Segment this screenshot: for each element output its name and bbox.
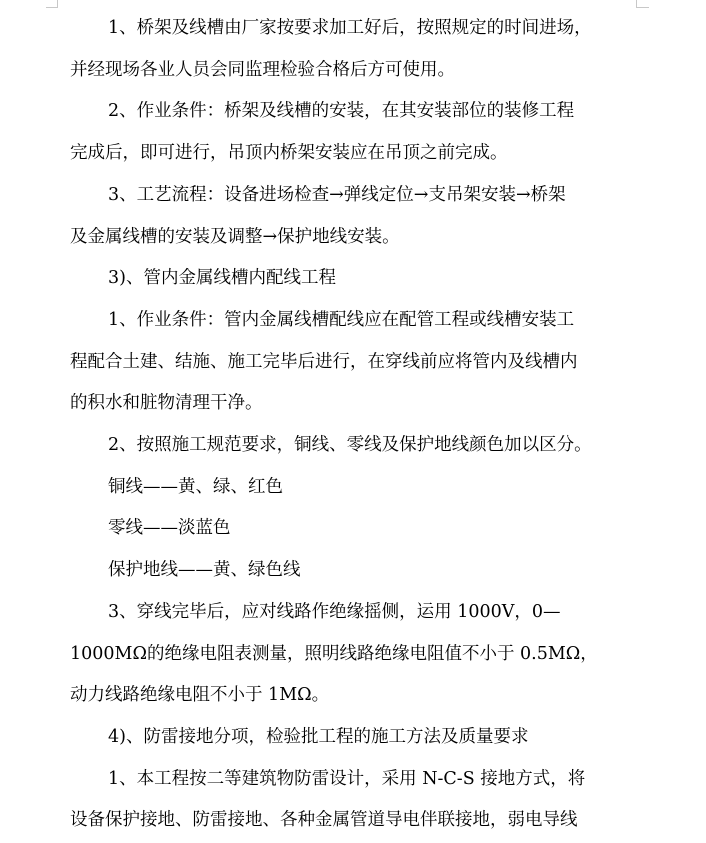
text-line: 4)、防雷接地分项，检验批工程的施工方法及质量要求 [108,726,529,747]
text-line: 1、本工程按二等建筑物防雷设计，采用 N-C-S 接地方式，将 [108,768,586,789]
paragraph [70,175,610,258]
text-line: 2、按照施工规范要求，铜线、零线及保护地线颜色加以区分。 [108,435,592,456]
text-line: 的积水和脏物清理干净。 [70,393,263,414]
paragraph [70,91,610,174]
text-line: 并经现场各业人员会同监理检验合格后方可使用。 [70,59,455,80]
text-line: 零线——淡蓝色 [108,518,231,539]
text-line: 动力线路绝缘电阻不小于 1MΩ。 [70,685,330,706]
text-line: 设备保护接地、防雷接地、各种金属管道导电伴联接地，弱电导线 [70,810,578,831]
page-corner-mark-right-horizontal [637,7,649,8]
paragraph [70,759,610,842]
paragraph [70,717,610,759]
paragraph [70,592,610,717]
text-line: 程配合土建、结施、施工完毕后进行，在穿线前应将管内及线槽内 [70,351,578,372]
paragraph [70,425,610,467]
page-corner-mark-left-horizontal [46,7,58,8]
paragraph [70,550,610,592]
text-line: 1、桥架及线槽由厂家按要求加工好后，按照规定的时间进场， [108,18,592,38]
document-body [70,8,610,842]
text-line: 及金属线槽的安装及调整→保护地线安装。 [70,226,400,247]
paragraph [70,300,610,425]
text-line: 1000MΩ的绝缘电阻表测量，照明线路绝缘电阻值不小于 0.5MΩ， [70,643,598,664]
text-line: 1、作业条件：管内金属线槽配线应在配管工程或线槽安装工 [108,309,575,330]
text-line: 3)、管内金属线槽内配线工程 [108,268,336,289]
text-line: 完成后，即可进行，吊顶内桥架安装应在吊顶之前完成。 [70,143,508,164]
paragraph [70,8,610,91]
text-line: 3、工艺流程：设备进场检查→弹线定位→支吊架安装→桥架 [108,184,566,205]
text-line: 2、作业条件：桥架及线槽的安装，在其安装部位的装修工程 [108,101,575,122]
text-line: 3、穿线完毕后，应对线路作绝缘摇侧，运用 1000V，0— [108,601,561,622]
paragraph [70,508,610,550]
text-line: 铜线——黄、绿、红色 [108,476,283,497]
text-line: 保护地线——黄、绿色线 [108,560,301,581]
paragraph [70,258,610,300]
paragraph [70,467,610,509]
